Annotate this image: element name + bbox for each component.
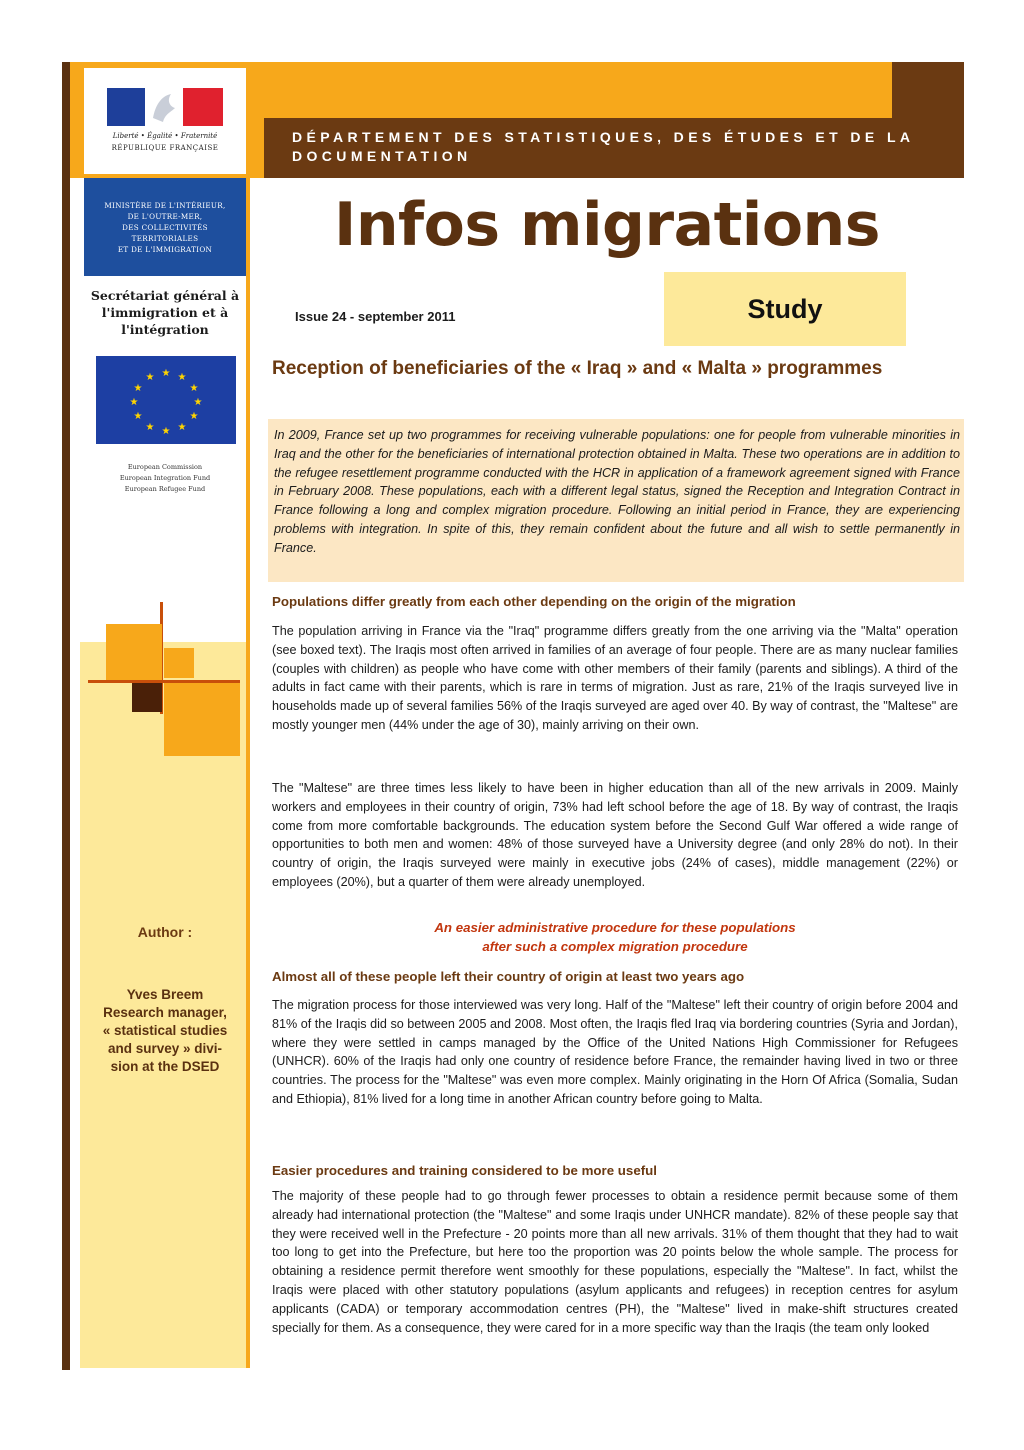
secretariat-name: Secrétariat général à l'immigration et à l'intégration <box>90 288 240 337</box>
flag-blue-stripe <box>107 88 145 126</box>
svg-text:★: ★ <box>129 397 139 408</box>
paragraph: The majority of these people had to go through fewer processes to obtain a residence permit because some of them already had international protection (the "Maltese" and some Iraqis under UNHCR mandate). 82% of these people say that they were received well in the Prefecture - 20 points more than all new arrivals. 31% of them thought that they had to wait too long to get into the Prefecture, but here too the proportion was 20 points below the whole sample. The process for obtaining a residence permit therefore went smoothly for these populations, especially the "Maltese". In fact, whilst the Iraqis were placed with other statutory populations (asylum applicants and refugees) in reception centres for asylum applicants (CADA) or temporary accommodation centres (PH), the "Maltese" lived in make-shift structures created specially for them. As a consequence, they were cared for in a more specific way than the Iraqis (the team only looked <box>272 1189 958 1335</box>
paragraph: The population arriving in France via the "Iraq" programme differs greatly from the one arriving via the "Malta" operation (see boxed text). The Iraqis most often arrived in families of an average of four people. There are as many nuclear families (couples with children) as people who have come with other members of their family (parents and siblings). A third of the adults in fact came with their parents, which is rare in terms of migration. Just as rare, 21% of the Iraqis surveyed live in households made up of several families 56% of the Iraqis surveyed are aged over 40. By way of contrast, the "Maltese" are mostly younger men (44% under the age of 30), mainly arriving on their own. <box>272 624 958 732</box>
flag-red-stripe <box>183 88 223 126</box>
sidebar-divider <box>246 178 250 1368</box>
left-border-rule <box>62 62 70 1370</box>
intro-paragraph: In 2009, France set up two programmes for receiving vulnerable populations: one for people from vulnerable minorities in Iraq and the other for the beneficiaries of international protection obtained in Malta. These two operations are in addition to the refugee resettlement programme conducted with the HCR in application of a framework agreement signed with France in February 2008. These populations, each with a different legal status, signed the Reception and Integration Contract in France following a long and complex migration procedure. Following an initial period in France, they are experiencing problems with integration. In spite of this, they remain confident about the future and all wish to settle permanently in France. <box>274 428 960 555</box>
marianne-icon <box>145 88 183 126</box>
eu-flag-icon <box>96 356 236 444</box>
header-corner-block <box>892 62 964 118</box>
author-name: Yves Breem Research manager, « statistical studies and survey » divi- sion at the DSED <box>102 987 228 1074</box>
article-headline: Reception of beneficiaries of the « Iraq » and « Malta » programmes <box>272 358 883 379</box>
svg-text:★: ★ <box>145 422 155 433</box>
issue-date: Issue 24 - september 2011 <box>295 309 456 324</box>
svg-text:★: ★ <box>177 372 187 383</box>
decor-square <box>106 624 162 680</box>
eu-funds-text: European Commission European Integration Fund European Refugee Fund <box>119 463 211 493</box>
flag-white-stripe <box>145 88 183 126</box>
publication-title: Infos migrations <box>334 190 880 260</box>
decor-square <box>132 682 162 712</box>
ministry-name: MINISTÈRE DE L'INTÉRIEUR, DE L'OUTRE-MER, DES COLLECTIVITÉS TERRITORIALES ET DE L'IMMIGRATION <box>104 200 226 254</box>
rf-name: RÉPUBLIQUE FRANÇAISE <box>111 144 219 152</box>
decor-square <box>164 648 194 678</box>
republique-francaise-logo <box>84 68 246 174</box>
svg-text:★: ★ <box>161 368 171 379</box>
document-type-badge: Study <box>664 272 906 346</box>
decor-square <box>164 682 240 756</box>
svg-text:★: ★ <box>189 411 199 422</box>
ministry-logo <box>84 178 246 276</box>
svg-text:★: ★ <box>177 422 187 433</box>
section-heading: Almost all of these people left their country of origin at least two years ago <box>272 969 745 984</box>
section-heading: Populations differ greatly from each other depending on the origin of the migration <box>272 594 796 609</box>
rf-motto: Liberté • Égalité • Fraternité <box>112 132 218 140</box>
svg-text:★: ★ <box>193 397 203 408</box>
svg-text:★: ★ <box>145 372 155 383</box>
svg-text:★: ★ <box>189 383 199 394</box>
section-heading: Easier procedures and training considered to be more useful <box>272 1163 657 1178</box>
decor-line-horizontal <box>88 680 240 683</box>
author-label: Author : <box>137 924 193 940</box>
paragraph: The migration process for those interviewed was very long. Half of the "Maltese" left their country of origin before 2004 and 81% of the Iraqis did so between 2005 and 2008. Most often, the Iraqis fled Iraq via bordering countries (Syria and Jordan), where they were settled in camps managed by the Office of the United Nations High Commissioner for Refugees (UNHCR). 60% of the Iraqis had only one country of residence before France, the remainder having lived in two or three countries. The process for the "Maltese" was even more complex. Mainly originating in the Horn Of Africa (Somalia, Sudan and Ethiopia), 81% lived for a long time in another African country before going to Malta. <box>272 998 958 1106</box>
department-title: DÉPARTEMENT DES STATISTIQUES, DES ÉTUDES ET DE LA DOCUMENTATION <box>292 129 914 164</box>
svg-text:★: ★ <box>133 383 143 394</box>
svg-text:★: ★ <box>161 426 171 437</box>
pull-quote: An easier administrative procedure for these populations after such a complex migration procedure <box>434 920 796 954</box>
svg-text:★: ★ <box>133 411 143 422</box>
paragraph: The "Maltese" are three times less likely to have been in higher education than all of the new arrivals in 2009. Mainly workers and employees in their country of origin, 73% had left school before the age of 18. By way of contrast, the Iraqis come from more comfortable backgrounds. The education system before the Second Gulf War offered a wide range of opportunities to both men and women: 48% of those surveyed have a University degree (and only 28% do not). In their country of origin, the Iraqis surveyed were mainly in executive jobs (24% of cases), middle management (22%) or employees (20%), but a quarter of them were already unemployed. <box>272 781 958 889</box>
